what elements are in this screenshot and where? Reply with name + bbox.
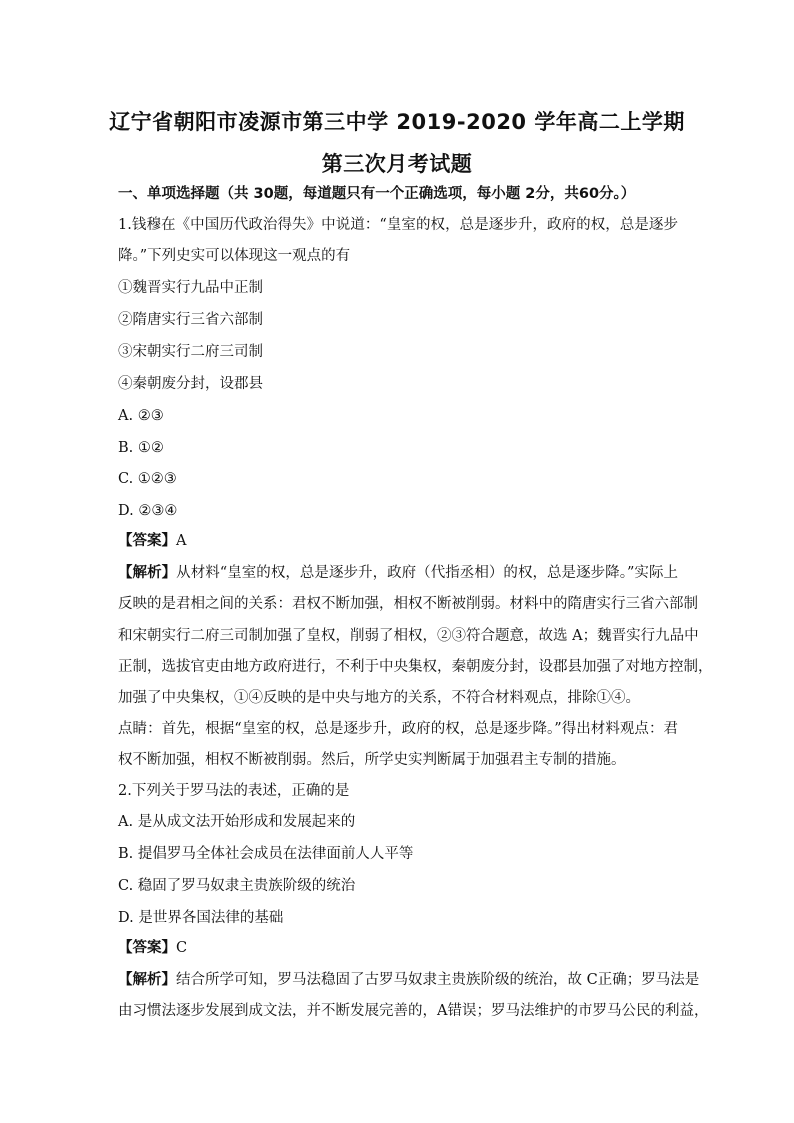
q2-analysis-line-2: 由习惯法逐步发展到成文法，并不断发展完善的，A错误；罗马法维护的市罗马公民的利益，	[118, 1003, 709, 1019]
q2-analysis-text-1: 结合所学可知，罗马法稳固了古罗马奴隶主贵族阶级的统治，故 C正确；罗马法是	[176, 972, 700, 988]
q1-option-b: B. ①②	[118, 440, 164, 456]
q1-option-a: A. ②③	[118, 408, 164, 424]
q1-answer-value: A	[176, 533, 187, 549]
q2-answer-tag: 【答案】	[118, 940, 176, 956]
q1-analysis-line-4: 正制，选拔官吏由地方政府进行，不利于中央集权，秦朝废分封，设郡县加强了对地方控制，	[118, 659, 713, 675]
q1-option-c: C. ①②③	[118, 471, 177, 487]
q2-analysis-line-1	[118, 970, 700, 990]
q1-item-1: ①魏晋实行九品中正制	[118, 280, 263, 296]
q1-tip-line-2: 权不断加强，相权不断被削弱。然后，所学史实判断属于加强君主专制的措施。	[118, 752, 626, 768]
q2-option-b: B. 提倡罗马全体社会成员在法律面前人人平等	[118, 846, 414, 862]
q2-option-a: A. 是从成文法开始形成和发展起来的	[118, 814, 356, 830]
q2-stem: 2.下列关于罗马法的表述，正确的是	[118, 783, 350, 799]
q1-analysis-text-1: 从材料“皇室的权，总是逐步升，政府（代指丞相）的权，总是逐步降。”实际上	[176, 565, 679, 581]
q1-item-3: ③宋朝实行二府三司制	[118, 344, 263, 360]
section-heading: 一、单项选择题（共 30题，每道题只有一个正确选项，每小题 2分，共60分。）	[118, 186, 636, 202]
q2-answer-value: C	[176, 940, 188, 956]
q1-option-d: D. ②③④	[118, 503, 178, 519]
q1-item-4: ④秦朝废分封，设郡县	[118, 376, 263, 392]
q1-analysis-line-3: 和宋朝实行二府三司制加强了皇权，削弱了相权，②③符合题意，故选 A；魏晋实行九品中	[118, 628, 699, 644]
document-title-line-1: 辽宁省朝阳市凌源市第三中学 2019-2020 学年高二上学期	[109, 110, 685, 134]
q1-tip-line-1: 点睛：首先，根据“皇室的权，总是逐步升，政府的权，总是逐步降。”得出材料观点：君	[118, 721, 678, 737]
q2-answer	[118, 938, 678, 958]
q2-option-d: D. 是世界各国法律的基础	[118, 910, 284, 926]
q2-option-c: C. 稳固了罗马奴隶主贵族阶级的统治	[118, 878, 356, 894]
q2-analysis-tag: 【解析】	[118, 972, 176, 988]
q1-stem-line-1: 1.钱穆在《中国历代政治得失》中说道：“皇室的权，总是逐步升，政府的权，总是逐步	[118, 217, 678, 233]
q1-item-2: ②隋唐实行三省六部制	[118, 312, 263, 328]
q1-analysis-line-2: 反映的是君相之间的关系：君权不断加强，相权不断被削弱。材料中的隋唐实行三省六部制	[118, 596, 698, 612]
q1-analysis-line-1	[118, 563, 678, 583]
q1-analysis-tag: 【解析】	[118, 565, 177, 581]
document-title-line-2: 第三次月考试题	[321, 152, 473, 176]
q1-answer-tag: 【答案】	[118, 533, 176, 549]
q1-answer	[118, 531, 678, 551]
q1-stem-line-2: 降。”下列史实可以体现这一观点的有	[118, 248, 351, 264]
q1-analysis-line-5: 加强了中央集权，①④反映的是中央与地方的关系，不符合材料观点，排除①④。	[118, 690, 640, 706]
